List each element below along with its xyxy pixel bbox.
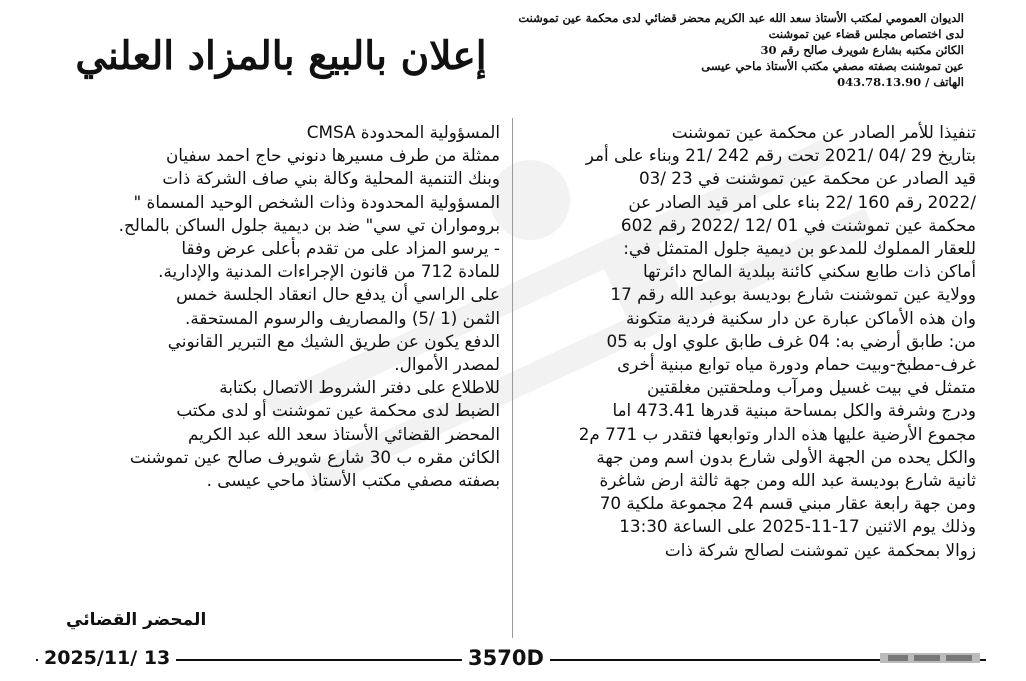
text-line: على الراسي أن يدفع حال انعقاد الجلسة خمس [176,284,500,305]
text-line: ممثلة من طرف مسيرها دنوني حاج احمد سفيان [165,145,500,166]
text-line: تنفيذا للأمر الصادر عن محكمة عين تموشنت [671,122,976,142]
text-line: والكل يحده من الجهة الأولى شارع بدون اسم ومن جهة [596,446,976,467]
bailiff-office-header [494,10,964,90]
header-line: الديوان العمومي لمكتب الأستاذ سعد الله عبد الكريم محضر قضائي لدى محكمة عين تموشنت [518,11,964,25]
text-line: بتاريخ 29 /04 /2021 تحت رقم 242 /21 وبناء على أمر [585,145,976,166]
text-line: وبنك التنمية المحلية وكالة بني صاف الشركة ذات [162,168,500,189]
text-line: ومن جهة رابعة عقار مبني قسم 24 مجموعة ملكية 70 [599,493,976,514]
text-line: متمثل في بيت غسيل ومرآب وملحقتين مغلقتين [647,377,976,398]
text-line: الثمن (1 /5) والمصاريف والرسوم المستحقة. [185,307,500,328]
text-line: للاطلاع على دفتر الشروط الاتصال بكتابة [219,377,500,398]
text-line: وان هذه الأماكن عبارة عن دار سكنية فردية متكونة [626,307,976,328]
announcement-code: 3570D [462,645,550,671]
column-divider [512,118,513,638]
right-column-text [516,121,976,562]
text-line: زوالا بمحكمة عين تموشنت لصالح شركة ذات [664,539,976,560]
announcement-title: إعلان بالبيع بالمزاد العلني [75,33,487,79]
text-line: المسؤولية المحدودة CMSA [306,122,500,142]
publication-date: 2025/11/ 13 [38,645,176,671]
header-line: الكائن مكتبه بشارع شويرف صالح رقم 30 [760,43,964,57]
text-line: أماكن ذات طابع سكني كائنة ببلدية المالح دائرتها [643,261,976,282]
text-line: المسؤولية المحدودة وذات الشخص الوحيد المسماة " [133,191,500,212]
text-line: غرف-مطبخ-وبيت حمام ودورة مياه توابع مبنية أخرى [617,354,976,375]
header-line: عين تموشنت بصفته مصفي مكتب الأستاذ ماحي عيسى [701,59,964,73]
bailiff-signature: المحضر القضائي [66,610,207,630]
text-line: للعقار المملوك للمدعو بن ديمية جلول المتمثل في: [623,238,976,259]
text-line: من: طابق أرضي به: 04 غرف طابق علوي اول به 05 [606,330,976,351]
text-line: وذلك يوم الاثنين 17-11-2025 على الساعة 13:30 [619,516,976,537]
newspaper-logo-icon [880,650,980,666]
text-line: مجموع الأرضية عليها هذه الدار وتوابعها فتقدر ب 771 م2 [578,423,976,444]
text-line: /2022 رقم 160 /22 بناء على امر قيد الصادر عن [628,191,976,212]
text-line: قيد الصادر عن محكمة عين تموشنت في 23 /03 [638,168,976,189]
left-column-text [40,121,500,492]
text-line: لمصدر الأموال. [394,354,500,375]
header-line: لدى اختصاص مجلس قضاء عين تموشنت [768,27,964,41]
text-line: ودرج وشرفة والكل بمساحة مبنية قدرها 473.41 اما [612,400,976,421]
text-line: المحضر القضائي الأستاذ سعد الله عبد الكريم [188,423,500,444]
text-line: ثانية شارع بوديسة عبد الله ومن جهة ثالثة ارض شاغرة [599,470,976,491]
text-line: الضبط لدى محكمة عين تموشنت أو لدى مكتب [176,400,500,421]
text-line: وولاية عين تموشنت شارع بوديسة بوعبد الله رقم 17 [610,284,976,305]
text-line: للمادة 712 من قانون الإجراءات المدنية والإدارية. [158,261,500,282]
text-line: برومواران تي سي" ضد بن ديمية جلول الساكن بالمالح. [118,214,500,235]
text-line: - يرسو المزاد على من تقدم بأعلى عرض وفقا [181,238,500,259]
text-line: بصفته مصفي مكتب الأستاذ ماحي عيسى . [206,470,500,491]
text-line: محكمة عين تموشنت في 01 /12 /2022 رقم 602 [620,214,976,235]
text-line: الكائن مقره ب 30 شارع شويرف صالح عين تموشنت [129,446,500,467]
text-line: الدفع يكون عن طريق الشيك مع التبرير القانوني [167,330,500,351]
header-line: الهاتف / 043.78.13.90 [837,75,964,89]
